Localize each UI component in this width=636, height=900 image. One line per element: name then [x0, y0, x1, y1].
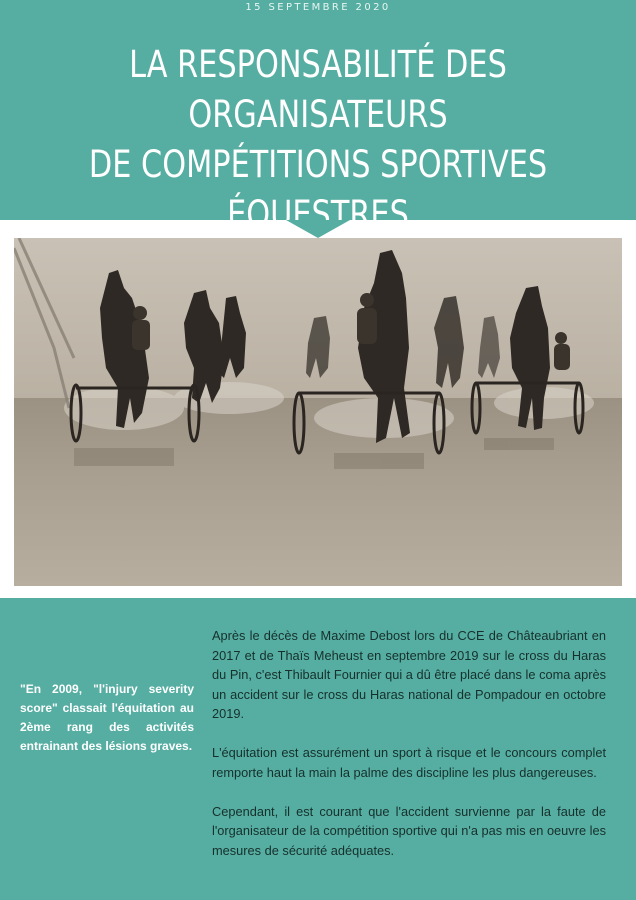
title-line-1: LA RESPONSABILITÉ DES ORGANISATEURS: [129, 43, 507, 136]
article-date: 15 SEPTEMBRE 2020: [245, 2, 391, 13]
header-notch: [286, 220, 350, 238]
harness-race-illustration: [14, 238, 622, 586]
article-paragraph: L'équitation est assurément un sport à risque et le concours complet remporte haut la main la palme des discipline les plus dangereuses.: [212, 745, 606, 780]
article-body: [212, 626, 606, 880]
article-paragraph: Cependant, il est courant que l'accident survienne par la faute de l'organisateur de la compétition sportive qui n'a pas mis en oeuvre les mesures de sécurité adéquates.: [212, 803, 606, 858]
title-line-2: DE COMPÉTITIONS SPORTIVES ÉQUESTRES: [88, 143, 548, 236]
header-band: [0, 0, 636, 236]
hero-photo: [14, 238, 622, 586]
pull-quote: "En 2009, "l'injury severity score" classait l'équitation au 2ème rang des activités entrainant des lésions graves.: [20, 682, 194, 753]
article-paragraph: Après le décès de Maxime Debost lors du CCE de Châteaubriant en 2017 et de Thaïs Meheust en septembre 2019 sur le cross du Haras du Pin, c'est Thibault Fournier qui a dû être placé dans le coma après un accident sur le cross du Haras national de Pompadour en octobre 2019.: [212, 628, 606, 721]
page-title: [82, 40, 554, 240]
